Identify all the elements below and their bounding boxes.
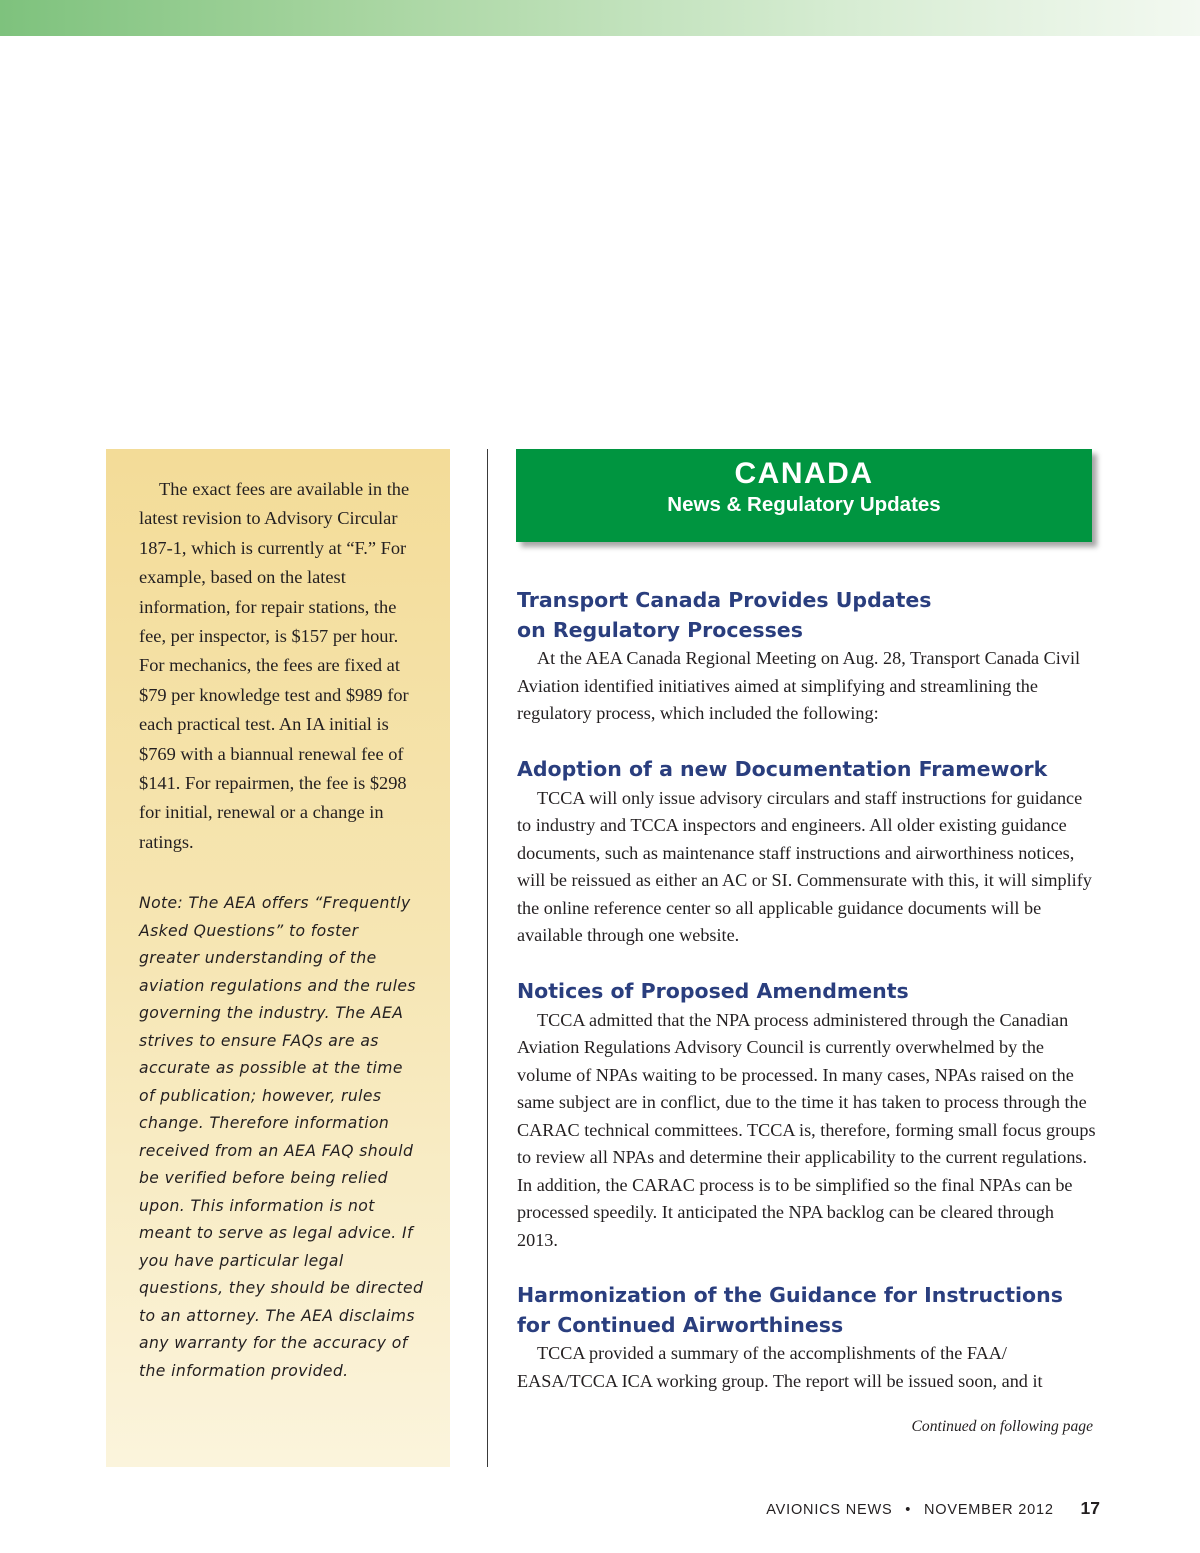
article-body: TCCA will only issue advisory circulars and staff instructions for guidance to industry and TCCA inspectors and engineers. All older existing guidance documents, such as maintenance staff instructions and airworthiness notices, will be reissued as either an AC or SI. Commensurate with this, it will simplify the online reference center so all applicable guidance documents will be available through one website. bbox=[517, 787, 1092, 945]
article-regulatory-processes bbox=[517, 586, 1097, 728]
article-body: TCCA admitted that the NPA process administered through the Canadian Aviation Regulations Advisory Council is currently overwhelmed by the volume of NPAs waiting to be processed. In many cases, NPAs raised on the same subject are in conflict, due to the time it has taken to process through the CARAC technical committees. TCCA is, therefore, forming small focus groups to review all NPAs and determine their applicability to the current regulations. In addition, the CARAC process is to be simplified so the final NPAs can be processed speedily. It anticipated the NPA backlog can be cleared through 2013. bbox=[517, 1009, 1096, 1250]
article-documentation-framework bbox=[517, 755, 1097, 950]
heading-line: Harmonization of the Guidance for Instructions bbox=[517, 1283, 1063, 1307]
banner-title: CANADA bbox=[734, 457, 874, 490]
page-footer bbox=[766, 1498, 1100, 1519]
column-divider bbox=[487, 449, 488, 1467]
footer-bullet: • bbox=[905, 1502, 912, 1518]
article-body: At the AEA Canada Regional Meeting on Aug. 28, Transport Canada Civil Aviation identified initiatives aimed at simplifying and streamlining the regulatory process, which included the following: bbox=[517, 648, 1081, 723]
sidebar-fees-text bbox=[139, 475, 417, 857]
heading-line: for Continued Airworthiness bbox=[517, 1312, 844, 1337]
section-banner bbox=[516, 449, 1092, 542]
continued-note: Continued on following page bbox=[911, 1418, 1093, 1435]
footer-issue: NOVEMBER 2012 bbox=[924, 1502, 1054, 1518]
article-heading: Adoption of a new Documentation Framework bbox=[517, 757, 1048, 781]
heading-line: on Regulatory Processes bbox=[517, 617, 803, 642]
footer-publication: AVIONICS NEWS bbox=[766, 1502, 893, 1518]
article-body: TCCA provided a summary of the accomplishments of the FAA/ EASA/TCCA ICA working group. The report will be issued soon, and it bbox=[517, 1343, 1043, 1391]
sidebar-fees-paragraph: The exact fees are available in the latest revision to Advisory Circular 187-1, which is currently at “F.” For example, based on the latest information, for repair stations, the fee, per inspector, is $157 per hour. For mechanics, the fees are fixed at $79 per knowledge test and $989 for each practical test. An IA initial is $769 with a biannual renewal fee of $141. For repairmen, the fee is $298 for initial, renewal or a change in ratings. bbox=[139, 479, 410, 852]
article-heading: Notices of Proposed Amendments bbox=[517, 979, 909, 1003]
top-color-band bbox=[0, 0, 1200, 36]
banner-subtitle: News & Regulatory Updates bbox=[667, 493, 941, 516]
heading-line: Transport Canada Provides Updates bbox=[517, 588, 932, 612]
page-number: 17 bbox=[1080, 1498, 1100, 1518]
sidebar-note: Note: The AEA offers “Frequently Asked Questions” to foster greater understanding of the aviation regulations and the rules governing the industry. The AEA strives to ensure FAQs are as accurate as possible at the time of publication; however, rules change. Therefore information received from an AEA FAQ should be verified before being relied upon. This information is not meant to serve as legal advice. If you have particular legal questions, they should be directed to an attorney. The AEA disclaims any warranty for the accuracy of the information provided. bbox=[139, 894, 424, 1380]
article-proposed-amendments bbox=[517, 977, 1097, 1254]
sidebar-box bbox=[106, 449, 450, 1467]
article-heading bbox=[517, 1281, 1097, 1340]
article-heading bbox=[517, 586, 1097, 645]
article-ica-harmonization bbox=[517, 1281, 1097, 1395]
